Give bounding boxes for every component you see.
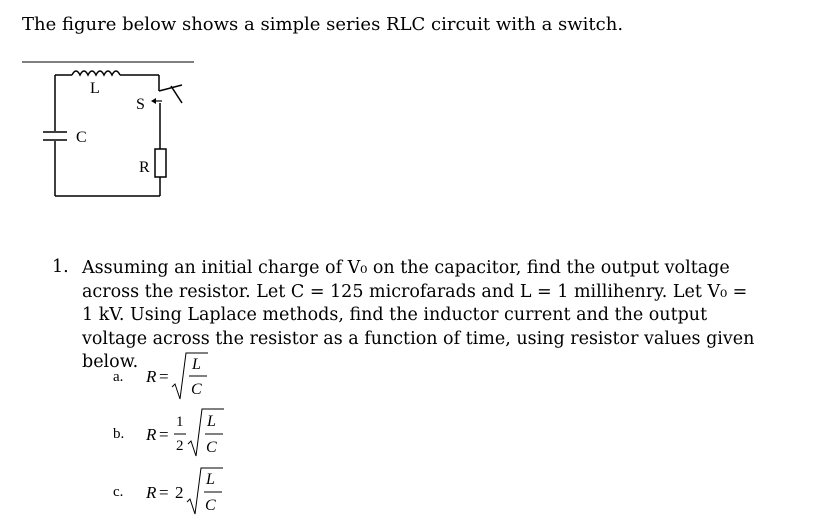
option-c-coef: 2 — [175, 483, 184, 502]
option-a-lhs: R — [146, 367, 157, 386]
question-number: 1. — [52, 257, 69, 277]
option-b-label: b. — [113, 426, 125, 442]
option-c-sqrt-num: L — [206, 471, 215, 488]
resistor-body — [155, 149, 166, 177]
option-a-eq: = — [159, 367, 169, 386]
capacitor-label: C — [76, 129, 87, 146]
option-c-label: c. — [113, 484, 124, 500]
intro-text: The figure below shows a simple series RLC circuit with a switch. — [22, 14, 624, 35]
resistor-label: R — [139, 159, 150, 176]
option-b-coef-num: 1 — [176, 414, 184, 430]
option-c-equation — [144, 464, 229, 520]
option-a-sqrt-den: C — [191, 381, 202, 398]
switch-blade — [159, 85, 182, 91]
option-c-eq: = — [159, 483, 169, 502]
option-a-equation — [144, 350, 214, 406]
option-b-sqrt-num: L — [207, 413, 216, 430]
option-b-eq: = — [159, 425, 169, 444]
option-a-sqrt-num: L — [192, 356, 201, 373]
option-a-label: a. — [113, 369, 124, 385]
rlc-circuit-diagram — [22, 55, 202, 205]
inductor-label: L — [90, 80, 100, 97]
option-b-sqrt-den: C — [206, 439, 217, 456]
switch-label: S — [136, 96, 145, 113]
inductor-coil — [72, 71, 120, 75]
question-text: Assuming an initial charge of V₀ on the capacitor, find the output voltage across the resistor. Let C = 125 microfarads and L = 1 millihenry. Let V₀ = 1 kV. Using Laplace methods, find the inductor current and the output voltage across the resistor as a function of time, using resistor values given below. — [82, 258, 755, 372]
option-b-coef-den: 2 — [176, 438, 184, 454]
switch-arrow-head — [151, 98, 156, 104]
option-b-equation — [144, 405, 229, 461]
switch-contact — [171, 86, 182, 103]
option-c-sqrt-den: C — [205, 497, 216, 514]
option-c-lhs: R — [146, 483, 157, 502]
option-b-lhs: R — [146, 425, 157, 444]
